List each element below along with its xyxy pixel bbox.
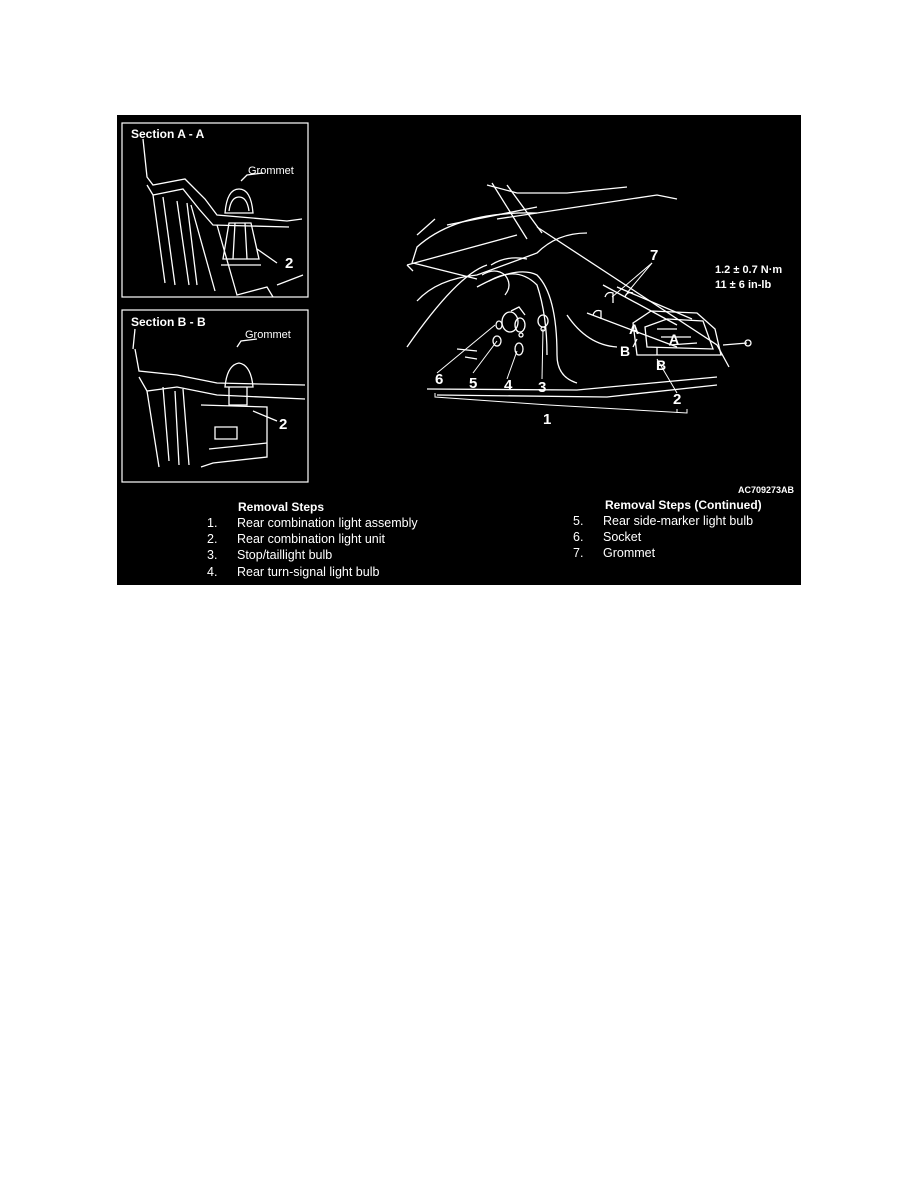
section-aa-frame	[122, 123, 308, 297]
removal-step-6: 6. Socket	[573, 530, 642, 544]
section-aa-drawing	[143, 139, 303, 297]
section-mark-a-right: A	[669, 331, 680, 347]
section-bb-title: Section B - B	[131, 315, 206, 329]
section-aa-grommet-label: Grommet	[248, 165, 294, 177]
removal-step-3: 3. Stop/taillight bulb	[207, 548, 333, 562]
section-aa-title: Section A - A	[131, 127, 205, 141]
section-mark-b-left: B	[620, 343, 631, 359]
removal-step-1: 1. Rear combination light assembly	[207, 516, 418, 530]
part-label-3: 3	[538, 379, 547, 396]
removal-step-2: 2. Rear combination light unit	[207, 532, 385, 546]
torque-spec-nm: 1.2 ± 0.7 N·m	[715, 264, 783, 276]
part-label-4: 4	[504, 377, 513, 394]
section-bb-part-2: 2	[279, 416, 288, 433]
removal-step-5: 5. Rear side-marker light bulb	[573, 514, 754, 528]
removal-steps-heading: Removal Steps	[238, 500, 325, 514]
section-aa-part-2: 2	[285, 255, 294, 272]
section-mark-b-right: B	[656, 357, 667, 373]
part-label-7: 7	[650, 247, 659, 264]
figure-code: AC709273AB	[738, 485, 795, 495]
removal-steps-continued-heading: Removal Steps (Continued)	[605, 498, 762, 512]
removal-diagram	[117, 115, 801, 585]
removal-step-4: 4. Rear turn-signal light bulb	[207, 565, 380, 579]
part-label-2: 2	[673, 391, 682, 408]
torque-spec-inlb: 11 ± 6 in-lb	[715, 279, 772, 291]
main-drawing	[407, 183, 751, 397]
removal-step-7: 7. Grommet	[573, 546, 656, 560]
section-mark-a-left: A	[629, 321, 640, 337]
part-label-5: 5	[469, 375, 478, 392]
section-bb-grommet-label: Grommet	[245, 329, 291, 341]
part-label-1: 1	[543, 411, 552, 428]
part-label-6: 6	[435, 371, 444, 388]
section-bb-drawing	[133, 329, 305, 467]
